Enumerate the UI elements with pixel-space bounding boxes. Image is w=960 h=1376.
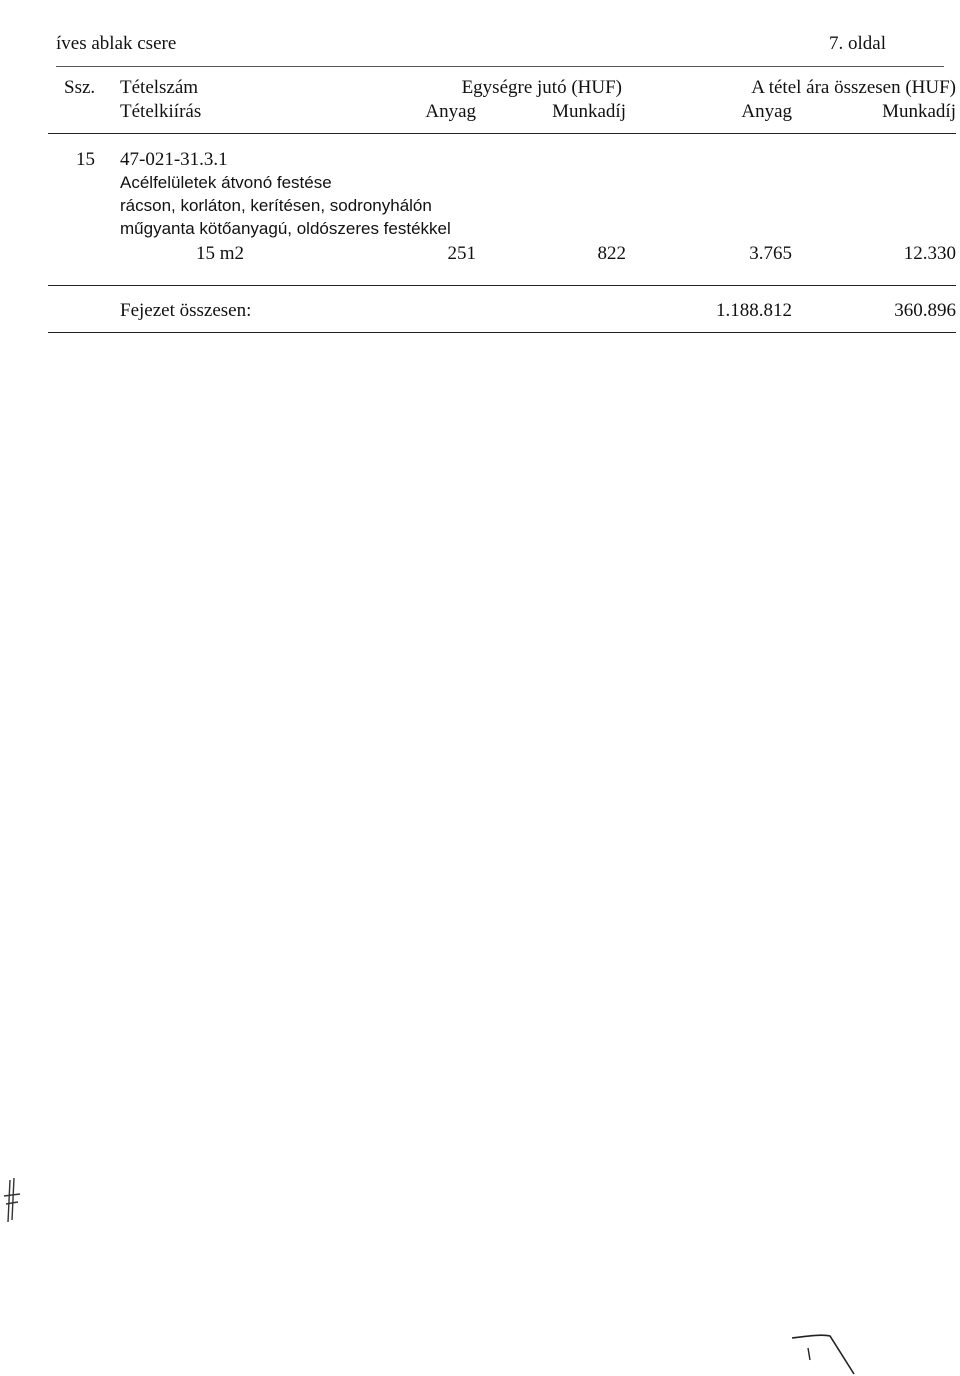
col-header-unit-anyag: Anyag: [425, 101, 476, 122]
item-quantity: 15 m2: [196, 243, 245, 264]
chapter-total-munkadij: 360.896: [894, 300, 956, 321]
col-header-unit-munkadij: Munkadíj: [552, 101, 626, 122]
item-ssz: 15: [76, 149, 95, 170]
item-total-anyag: 3.765: [749, 243, 792, 264]
document-title: íves ablak csere: [56, 33, 177, 54]
col-header-total-munkadij: Munkadíj: [882, 101, 956, 122]
page-number: 7. oldal: [829, 33, 886, 54]
item-description-line: Acélfelületek átvonó festése: [120, 173, 332, 192]
handwritten-mark-icon: [788, 1328, 860, 1376]
chapter-total-top-divider: [48, 285, 956, 286]
item-description-line: műgyanta kötőanyagú, oldószeres festékkel: [120, 219, 451, 238]
col-header-total-anyag: Anyag: [741, 101, 792, 122]
table-header-divider: [48, 133, 956, 134]
col-group-total-price: A tétel ára összesen (HUF): [751, 77, 956, 98]
item-unit-anyag: 251: [447, 243, 476, 264]
header-divider: [56, 66, 944, 67]
item-total-munkadij: 12.330: [903, 243, 956, 264]
col-header-ssz: Ssz.: [64, 77, 96, 98]
col-header-tetelszam: Tételszám: [120, 77, 199, 98]
col-header-tetelkiiras: Tételkiírás: [120, 101, 202, 122]
col-group-unit-price: Egységre jutó (HUF): [461, 77, 622, 98]
chapter-total-bottom-divider: [48, 332, 956, 333]
chapter-total-label: Fejezet összesen:: [120, 300, 252, 321]
item-unit-munkadij: 822: [597, 243, 626, 264]
item-tetelszam: 47-021-31.3.1: [120, 149, 228, 170]
chapter-total-anyag: 1.188.812: [716, 300, 792, 321]
margin-scribble-icon: [0, 1176, 24, 1226]
item-description-line: rácson, korláton, kerítésen, sodronyhálón: [120, 196, 432, 215]
